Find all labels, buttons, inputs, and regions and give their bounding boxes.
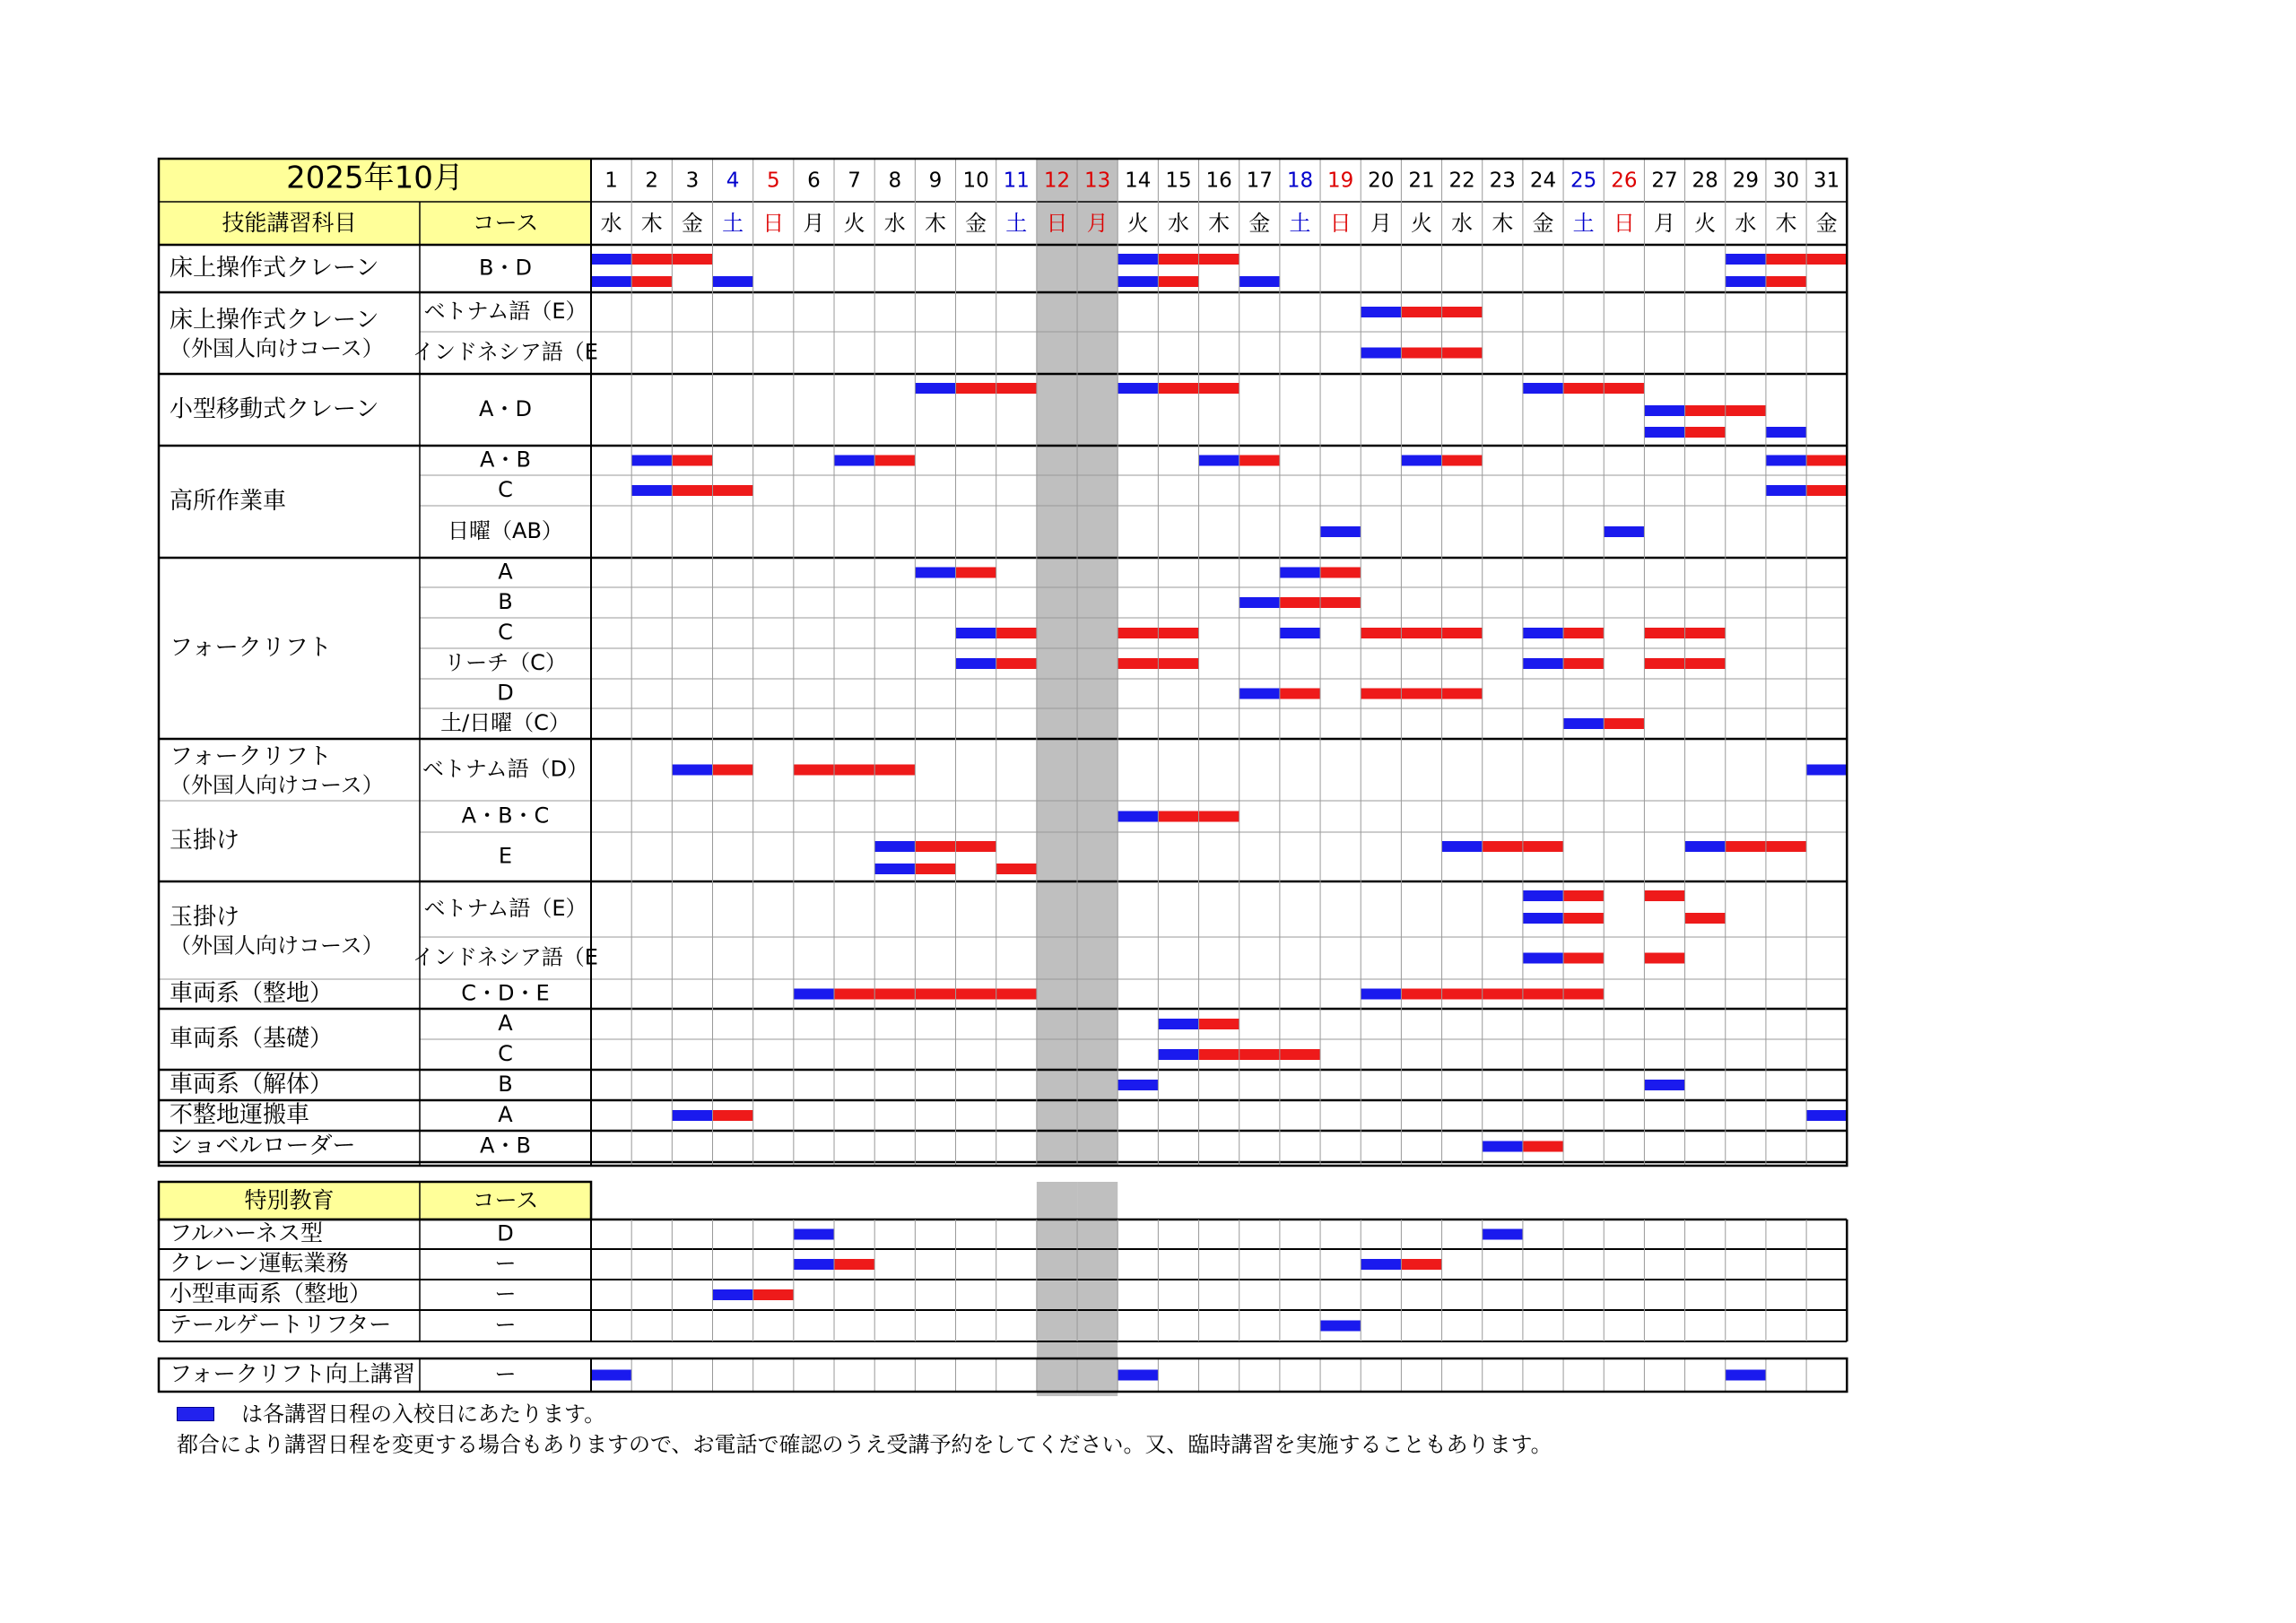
row-course-bar-25	[1563, 383, 1604, 394]
row-course-bar-25	[1563, 658, 1604, 669]
course-name: C	[498, 620, 513, 645]
row-course-bar-2	[631, 254, 672, 265]
weekday-9: 木	[924, 211, 946, 236]
day-number-4: 4	[726, 169, 740, 193]
course-name: A・B・C	[461, 803, 550, 829]
row-course-bar-3	[672, 456, 712, 466]
day-number-7: 7	[848, 169, 861, 193]
course-name: リーチ（C）	[444, 650, 567, 675]
row-entry-bar-4	[713, 276, 753, 287]
course-name: A	[498, 559, 513, 585]
day-number-23: 23	[1489, 169, 1516, 193]
row-course-bar-15	[1158, 628, 1198, 638]
day-number-28: 28	[1692, 169, 1718, 193]
weekday-29: 水	[1735, 211, 1757, 236]
special-subject-header: 特別教育	[244, 1187, 335, 1213]
row-entry-bar-10	[956, 628, 996, 638]
day-number-9: 9	[928, 169, 943, 193]
row-course-bar-11	[996, 989, 1037, 1000]
row-course-bar-25	[1563, 913, 1604, 924]
row-entry-bar-14	[1118, 812, 1158, 822]
row-course-bar-19	[1320, 597, 1361, 608]
row-course-bar-24	[1523, 841, 1563, 852]
row-entry-bar-1	[591, 254, 631, 265]
row-entry-bar-27	[1644, 405, 1684, 416]
row-course-bar-7	[834, 989, 874, 1000]
row-entry-bar-14	[1118, 628, 1158, 638]
day-number-6: 6	[807, 169, 821, 193]
row-entry-bar-31	[1806, 765, 1847, 776]
course-name: A・D	[479, 396, 532, 421]
row-entry-bar-6	[794, 989, 834, 1000]
day-number-5: 5	[766, 169, 780, 193]
row-entry-bar-22	[1442, 841, 1483, 852]
row-entry-bar-27	[1644, 890, 1684, 901]
row-course-bar-2	[631, 276, 672, 287]
special-subject-name: テールゲートリフター	[170, 1311, 392, 1338]
weekday-25: 土	[1572, 211, 1595, 236]
row-course-bar-10	[956, 383, 996, 394]
row-course-bar-22	[1442, 348, 1483, 359]
day-number-22: 22	[1448, 169, 1475, 193]
row-course-bar-4	[713, 1110, 753, 1121]
course-name: ベトナム語（E）	[423, 896, 587, 921]
holiday-column-lower-13	[1077, 1182, 1118, 1396]
row-entry-bar-30	[1766, 456, 1806, 466]
course-name: A	[498, 1011, 513, 1036]
row-entry-bar-24	[1523, 658, 1563, 669]
course-name: ベトナム語（D）	[422, 756, 589, 782]
row-entry-bar-20	[1361, 348, 1401, 359]
subject-name: 車両系（整地）	[170, 980, 334, 1007]
row-course-bar-22	[1442, 307, 1483, 317]
special-entry-bar-20	[1361, 1259, 1401, 1270]
course-name: A・B	[480, 447, 531, 473]
row-course-bar-16	[1199, 812, 1239, 822]
row-course-bar-21	[1401, 628, 1441, 638]
course-name: 日曜（AB）	[448, 518, 563, 543]
row-course-bar-30	[1766, 276, 1806, 287]
weekday-11: 土	[1005, 211, 1028, 236]
row-entry-bar-14	[1118, 254, 1158, 265]
row-course-bar-11	[996, 658, 1037, 669]
row-entry-bar-14	[1118, 383, 1158, 394]
row-entry-bar-27	[1644, 658, 1684, 669]
day-number-10: 10	[962, 169, 989, 193]
row-entry-bar-14	[1118, 658, 1158, 669]
special-course-bar-7	[834, 1259, 874, 1270]
row-course-bar-18	[1280, 597, 1320, 608]
row-course-bar-21	[1401, 348, 1441, 359]
weekday-4: 土	[722, 211, 744, 236]
weekday-7: 火	[843, 211, 865, 236]
row-entry-bar-28	[1685, 913, 1726, 924]
row-course-bar-21	[1401, 989, 1441, 1000]
upgrade-entry-bar-1	[591, 1370, 631, 1381]
row-entry-bar-9	[915, 568, 955, 578]
row-entry-bar-9	[915, 383, 955, 394]
special-subject-name: クレーン運転業務	[170, 1250, 349, 1276]
row-entry-bar-27	[1644, 1080, 1684, 1090]
weekday-22: 水	[1451, 211, 1474, 236]
weekday-12: 日	[1046, 211, 1068, 236]
weekday-15: 水	[1167, 211, 1189, 236]
legend-entry-row	[177, 1399, 1552, 1429]
row-course-bar-30	[1766, 254, 1806, 265]
row-course-bar-22	[1442, 689, 1483, 699]
subject-name: 床上操作式クレーン	[170, 255, 379, 282]
row-entry-bar-3	[672, 765, 712, 776]
day-number-27: 27	[1651, 169, 1678, 193]
row-course-bar-11	[996, 628, 1037, 638]
row-course-bar-31	[1806, 456, 1847, 466]
row-entry-bar-24	[1523, 890, 1563, 901]
day-number-16: 16	[1205, 169, 1232, 193]
upgrade-entry-bar-14	[1118, 1370, 1158, 1381]
row-course-bar-10	[956, 989, 996, 1000]
weekday-13: 月	[1086, 211, 1109, 236]
row-course-bar-15	[1158, 658, 1198, 669]
weekday-17: 金	[1248, 211, 1271, 236]
weekday-19: 日	[1329, 211, 1352, 236]
row-entry-bar-19	[1320, 526, 1361, 537]
weekday-24: 金	[1532, 211, 1554, 236]
day-number-15: 15	[1165, 169, 1192, 193]
legend	[177, 1399, 1552, 1460]
row-entry-bar-20	[1361, 628, 1401, 638]
row-course-bar-15	[1158, 383, 1198, 394]
subject-subtitle: （外国人向けコース）	[170, 335, 384, 361]
upgrade-subject-name: フォークリフト向上講習	[170, 1360, 415, 1387]
course-name: D	[497, 680, 514, 706]
row-course-bar-9	[915, 841, 955, 852]
month-title: 2025年10月	[286, 160, 464, 196]
row-course-bar-23	[1483, 989, 1523, 1000]
row-course-bar-9	[915, 989, 955, 1000]
course-name: A・B	[480, 1133, 531, 1159]
row-entry-bar-8	[874, 841, 915, 852]
row-course-bar-16	[1199, 383, 1239, 394]
row-entry-bar-27	[1644, 427, 1684, 438]
day-number-11: 11	[1003, 169, 1030, 193]
row-entry-bar-20	[1361, 989, 1401, 1000]
weekday-27: 月	[1654, 211, 1676, 236]
row-course-bar-24	[1523, 989, 1563, 1000]
row-entry-bar-28	[1685, 841, 1726, 852]
row-course-bar-11	[996, 383, 1037, 394]
entry-day-swatch	[177, 1407, 214, 1421]
row-course-bar-16	[1199, 1019, 1239, 1029]
day-number-25: 25	[1570, 169, 1597, 193]
weekday-28: 火	[1694, 211, 1717, 236]
special-subject-name: 小型車両系（整地）	[170, 1280, 372, 1306]
row-course-bar-22	[1442, 456, 1483, 466]
day-number-8: 8	[888, 169, 902, 193]
upgrade-course-name: ー	[494, 1361, 517, 1387]
special-entry-bar-6	[794, 1259, 834, 1270]
row-entry-bar-17	[1239, 597, 1280, 608]
row-course-bar-28	[1685, 628, 1726, 638]
row-course-bar-29	[1726, 841, 1766, 852]
weekday-3: 金	[681, 211, 703, 236]
row-entry-bar-20	[1361, 689, 1401, 699]
row-course-bar-10	[956, 568, 996, 578]
row-course-bar-18	[1280, 1049, 1320, 1060]
row-entry-bar-29	[1726, 254, 1766, 265]
upgrade-entry-bar-29	[1726, 1370, 1766, 1381]
row-entry-bar-30	[1766, 485, 1806, 496]
subject-name: 不整地運搬車	[170, 1101, 310, 1129]
subject-header: 技能講習科目	[222, 210, 357, 236]
subject-name: 小型移動式クレーン	[170, 395, 379, 423]
weekday-2: 木	[640, 211, 663, 236]
row-course-bar-23	[1483, 841, 1523, 852]
day-number-19: 19	[1327, 169, 1354, 193]
row-entry-bar-27	[1644, 953, 1684, 964]
day-number-14: 14	[1125, 169, 1152, 193]
weekday-20: 月	[1370, 211, 1392, 236]
day-number-13: 13	[1083, 169, 1111, 193]
weekday-6: 月	[803, 211, 825, 236]
legend-swatch-text: は各講習日程の入校日にあたります。	[241, 1402, 606, 1427]
subject-name: 高所作業車	[170, 488, 287, 515]
row-course-bar-24	[1523, 1141, 1563, 1152]
weekday-23: 木	[1492, 211, 1514, 236]
row-course-bar-29	[1726, 405, 1766, 416]
row-course-bar-4	[713, 485, 753, 496]
course-name: ベトナム語（E）	[423, 299, 587, 324]
special-course-bar-21	[1401, 1259, 1441, 1270]
special-entry-bar-4	[713, 1289, 753, 1300]
row-course-bar-21	[1401, 689, 1441, 699]
course-name: B	[498, 589, 513, 614]
row-course-bar-8	[874, 456, 915, 466]
row-entry-bar-25	[1563, 718, 1604, 729]
weekday-10: 金	[965, 211, 987, 236]
row-entry-bar-17	[1239, 689, 1280, 699]
day-number-24: 24	[1529, 169, 1557, 193]
day-number-2: 2	[645, 169, 659, 193]
day-number-29: 29	[1732, 169, 1759, 193]
row-entry-bar-15	[1158, 1019, 1198, 1029]
row-entry-bar-29	[1726, 276, 1766, 287]
course-name: B・D	[479, 255, 532, 281]
day-number-17: 17	[1246, 169, 1273, 193]
weekday-30: 木	[1775, 211, 1797, 236]
day-number-12: 12	[1043, 169, 1071, 193]
row-entry-bar-24	[1523, 383, 1563, 394]
row-entry-bar-14	[1118, 276, 1158, 287]
course-name: C	[498, 477, 513, 502]
subject-name: 玉掛け	[170, 904, 240, 931]
row-entry-bar-14	[1118, 1080, 1158, 1090]
row-course-bar-25	[1563, 989, 1604, 1000]
course-name: A	[498, 1102, 513, 1127]
row-entry-bar-2	[631, 485, 672, 496]
row-entry-bar-27	[1644, 628, 1684, 638]
row-course-bar-28	[1685, 658, 1726, 669]
subject-name: フォークリフト	[170, 634, 332, 662]
holiday-column-13	[1077, 159, 1118, 1166]
course-name: C・D・E	[461, 980, 550, 1006]
subject-name: 車両系（基礎）	[170, 1025, 334, 1053]
row-course-bar-15	[1158, 254, 1198, 265]
row-course-bar-22	[1442, 989, 1483, 1000]
row-entry-bar-8	[874, 864, 915, 874]
subject-name: ショベルローダー	[170, 1133, 356, 1159]
row-course-bar-31	[1806, 485, 1847, 496]
row-entry-bar-24	[1523, 913, 1563, 924]
course-header: コース	[472, 210, 539, 236]
course-name: インドネシア語（E	[413, 944, 598, 970]
row-entry-bar-15	[1158, 1049, 1198, 1060]
day-number-18: 18	[1286, 169, 1314, 193]
row-entry-bar-20	[1361, 307, 1401, 317]
day-number-21: 21	[1408, 169, 1435, 193]
row-course-bar-22	[1442, 628, 1483, 638]
row-course-bar-3	[672, 485, 712, 496]
weekday-31: 金	[1815, 211, 1838, 236]
row-entry-bar-31	[1806, 1110, 1847, 1121]
special-subject-name: フルハーネス型	[170, 1219, 324, 1246]
special-course-name: ー	[494, 1251, 517, 1276]
row-course-bar-28	[1685, 427, 1726, 438]
subject-subtitle: （外国人向けコース）	[170, 772, 384, 798]
row-course-bar-25	[1563, 628, 1604, 638]
row-entry-bar-17	[1239, 276, 1280, 287]
row-course-bar-4	[713, 765, 753, 776]
holiday-column-12	[1037, 159, 1077, 1166]
special-entry-bar-19	[1320, 1321, 1361, 1332]
row-entry-bar-18	[1280, 568, 1320, 578]
weekday-5: 日	[762, 211, 785, 236]
day-number-30: 30	[1772, 169, 1800, 193]
row-course-bar-3	[672, 254, 712, 265]
weekday-8: 水	[883, 211, 906, 236]
row-course-bar-10	[956, 841, 996, 852]
weekday-16: 木	[1208, 211, 1231, 236]
course-name: B	[498, 1072, 513, 1097]
row-course-bar-8	[874, 989, 915, 1000]
day-number-1: 1	[604, 169, 618, 193]
day-number-26: 26	[1611, 169, 1638, 193]
row-course-bar-25	[1563, 953, 1604, 964]
holiday-column-lower-12	[1037, 1182, 1077, 1396]
row-entry-bar-11	[996, 864, 1037, 874]
row-entry-bar-30	[1766, 427, 1806, 438]
subject-name: フォークリフト	[170, 743, 332, 770]
row-entry-bar-1	[591, 276, 631, 287]
row-entry-bar-21	[1401, 456, 1441, 466]
special-course-name: ー	[494, 1281, 517, 1306]
course-name: 土/日曜（C）	[440, 710, 570, 735]
weekday-1: 水	[600, 211, 622, 236]
legend-note: 都合により講習日程を変更する場合もありますので、お電話で確認のうえ受講予約をしてください。又、臨時講習を実施することもあります。	[177, 1432, 1552, 1457]
weekday-26: 日	[1613, 211, 1635, 236]
row-course-bar-17	[1239, 456, 1280, 466]
row-entry-bar-2	[631, 456, 672, 466]
row-course-bar-15	[1158, 812, 1198, 822]
row-entry-bar-7	[834, 456, 874, 466]
row-course-bar-21	[1401, 307, 1441, 317]
row-entry-bar-6	[794, 765, 834, 776]
row-course-bar-26	[1604, 383, 1644, 394]
weekday-21: 火	[1410, 211, 1432, 236]
course-name: C	[498, 1041, 513, 1066]
row-course-bar-15	[1158, 276, 1198, 287]
row-course-bar-26	[1604, 718, 1644, 729]
special-course-header: コース	[472, 1187, 539, 1213]
row-course-bar-16	[1199, 254, 1239, 265]
row-course-bar-30	[1766, 841, 1806, 852]
day-number-20: 20	[1368, 169, 1395, 193]
row-entry-bar-3	[672, 1110, 712, 1121]
row-course-bar-16	[1199, 1049, 1239, 1060]
course-name: インドネシア語（E	[413, 339, 598, 365]
row-course-bar-19	[1320, 568, 1361, 578]
day-number-3: 3	[685, 169, 700, 193]
subject-subtitle: （外国人向けコース）	[170, 933, 384, 959]
course-name: E	[498, 843, 513, 869]
weekday-18: 土	[1289, 211, 1311, 236]
row-course-bar-28	[1685, 405, 1726, 416]
row-entry-bar-24	[1523, 628, 1563, 638]
weekday-14: 火	[1126, 211, 1149, 236]
row-entry-bar-10	[956, 658, 996, 669]
subject-name: 床上操作式クレーン	[170, 307, 379, 334]
row-course-bar-17	[1239, 1049, 1280, 1060]
day-number-31: 31	[1813, 169, 1840, 193]
row-course-bar-8	[874, 765, 915, 776]
subject-name: 車両系（解体）	[170, 1071, 334, 1098]
row-course-bar-7	[834, 765, 874, 776]
special-course-name: ー	[494, 1312, 517, 1338]
row-entry-bar-16	[1199, 456, 1239, 466]
row-entry-bar-18	[1280, 628, 1320, 638]
row-entry-bar-23	[1483, 1141, 1523, 1152]
legend-note-row	[177, 1429, 1552, 1460]
row-course-bar-25	[1563, 890, 1604, 901]
row-course-bar-31	[1806, 254, 1847, 265]
row-entry-bar-26	[1604, 526, 1644, 537]
special-course-name: D	[497, 1220, 514, 1246]
special-entry-bar-23	[1483, 1229, 1523, 1240]
subject-name: 玉掛け	[170, 827, 240, 855]
row-course-bar-18	[1280, 689, 1320, 699]
row-entry-bar-24	[1523, 953, 1563, 964]
special-course-bar-5	[753, 1289, 794, 1300]
special-entry-bar-6	[794, 1229, 834, 1240]
row-course-bar-9	[915, 864, 955, 874]
